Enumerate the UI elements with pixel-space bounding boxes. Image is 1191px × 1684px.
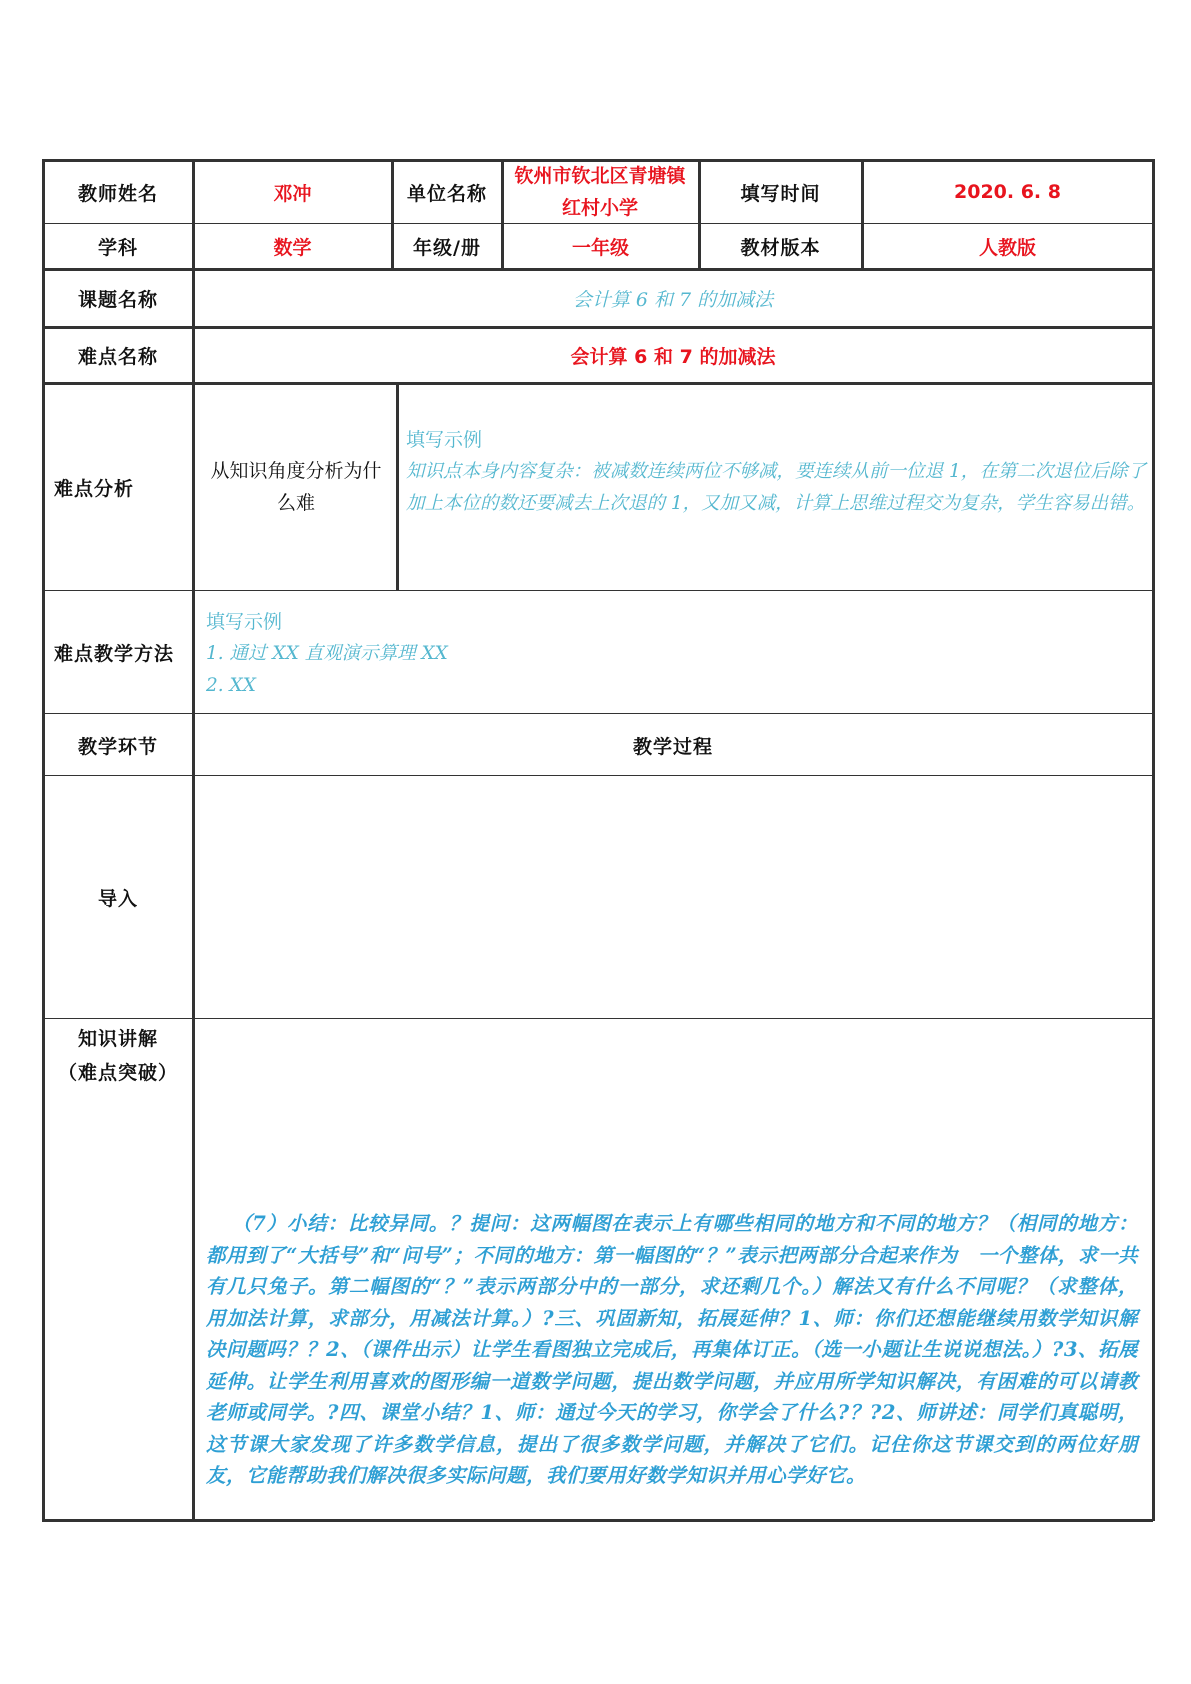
knowledge-label bbox=[44, 1022, 192, 1090]
stage-label: 教学环节 bbox=[77, 735, 158, 758]
subject-label: 学科 bbox=[97, 237, 138, 259]
subject-value: 数学 bbox=[273, 237, 312, 259]
fill-time-label: 填写时间 bbox=[740, 182, 821, 205]
teacher-name-value: 邓冲 bbox=[273, 182, 312, 205]
row-divider bbox=[42, 590, 1153, 591]
grade-value: 一年级 bbox=[571, 237, 629, 259]
row-divider bbox=[42, 713, 1153, 714]
process-label: 教学过程 bbox=[632, 735, 713, 758]
analysis-label: 难点分析 bbox=[54, 477, 135, 500]
unit-name-label: 单位名称 bbox=[406, 182, 487, 205]
difficulty-label: 难点名称 bbox=[77, 345, 158, 368]
knowledge-text: （7）小结：比较异同。？提问：这两幅图在表示上有哪些相同的地方和不同的地方？（相同的地方：都用到了“大括号”和“问号”；不同的地方：第一幅图的“？”表示把两部分合起来作为 一个整体，求一共有几只兔子。第二幅图的“？”表示两部分中的一部分，求还剩几个。）解法又有什么不同呢？（求整体，用加法计算，求部分，用减法计算。）?三、巩固新知，拓展延伸？1、师：你们还想能继续用数学知识解决问题吗？？2、（课件出示）让学生看图独立完成后，再集体订正。（选一小题让生说说想法。）?3、拓展延伸。让学生利用喜欢的图形编一道数学问题，提出数学问题，并应用所学知识解决，有困难的可以请教老师或同学。?四、课堂小结？1、师：通过今天的学习，你学会了什么?？?2、师讲述：同学们真聪明，这节课大家发现了许多数学信息，提出了很多数学问题，并解决了它们。记住你这节课交到的两位好朋友，它能帮助我们解决很多实际问题，我们要用好数学知识并用心学好它。 bbox=[206, 1212, 1138, 1487]
topic-value: 会计算 6 和 7 的加减法 bbox=[572, 288, 774, 311]
difficulty-value: 会计算 6 和 7 的加减法 bbox=[570, 345, 776, 368]
analysis-example-text: 知识点本身内容复杂：被减数连续两位不够减，要连续从前一位退 1，在第二次退位后除了加上本位的数还要减去上次退的 1，又加又减，计算上思维过程交为复杂，学生容易出错。 bbox=[406, 461, 1146, 514]
row-divider bbox=[42, 775, 1153, 776]
intro-label: 导入 bbox=[97, 888, 138, 910]
method-example bbox=[206, 606, 1136, 702]
teacher-name-label: 教师姓名 bbox=[77, 182, 158, 205]
edition-value: 人教版 bbox=[978, 237, 1036, 259]
table-border-bottom bbox=[42, 1519, 1153, 1522]
method-example-title: 填写示例 bbox=[206, 611, 283, 633]
col-divider bbox=[396, 382, 399, 590]
edition-label: 教材版本 bbox=[740, 237, 821, 259]
knowledge-label-line1: 知识讲解 bbox=[77, 1028, 158, 1050]
row-divider bbox=[42, 1018, 1153, 1019]
fill-time-value: 2020. 6. 8 bbox=[954, 181, 1061, 203]
knowledge-label-line2: （难点突破） bbox=[57, 1062, 178, 1084]
analysis-example-title: 填写示例 bbox=[406, 429, 483, 451]
table-border-right bbox=[1152, 159, 1155, 1521]
analysis-example bbox=[406, 424, 1146, 520]
analysis-sub-label: 从知识角度分析为什么难 bbox=[210, 460, 382, 514]
grade-label: 年级/册 bbox=[413, 237, 481, 259]
topic-label: 课题名称 bbox=[77, 288, 158, 311]
unit-name-value: 钦州市钦北区青塘镇红村小学 bbox=[514, 165, 686, 219]
method-item: 2. XX bbox=[206, 675, 256, 696]
method-label: 难点教学方法 bbox=[54, 643, 175, 665]
method-item: 1. 通过 XX 直观演示算理 XX bbox=[206, 643, 448, 664]
